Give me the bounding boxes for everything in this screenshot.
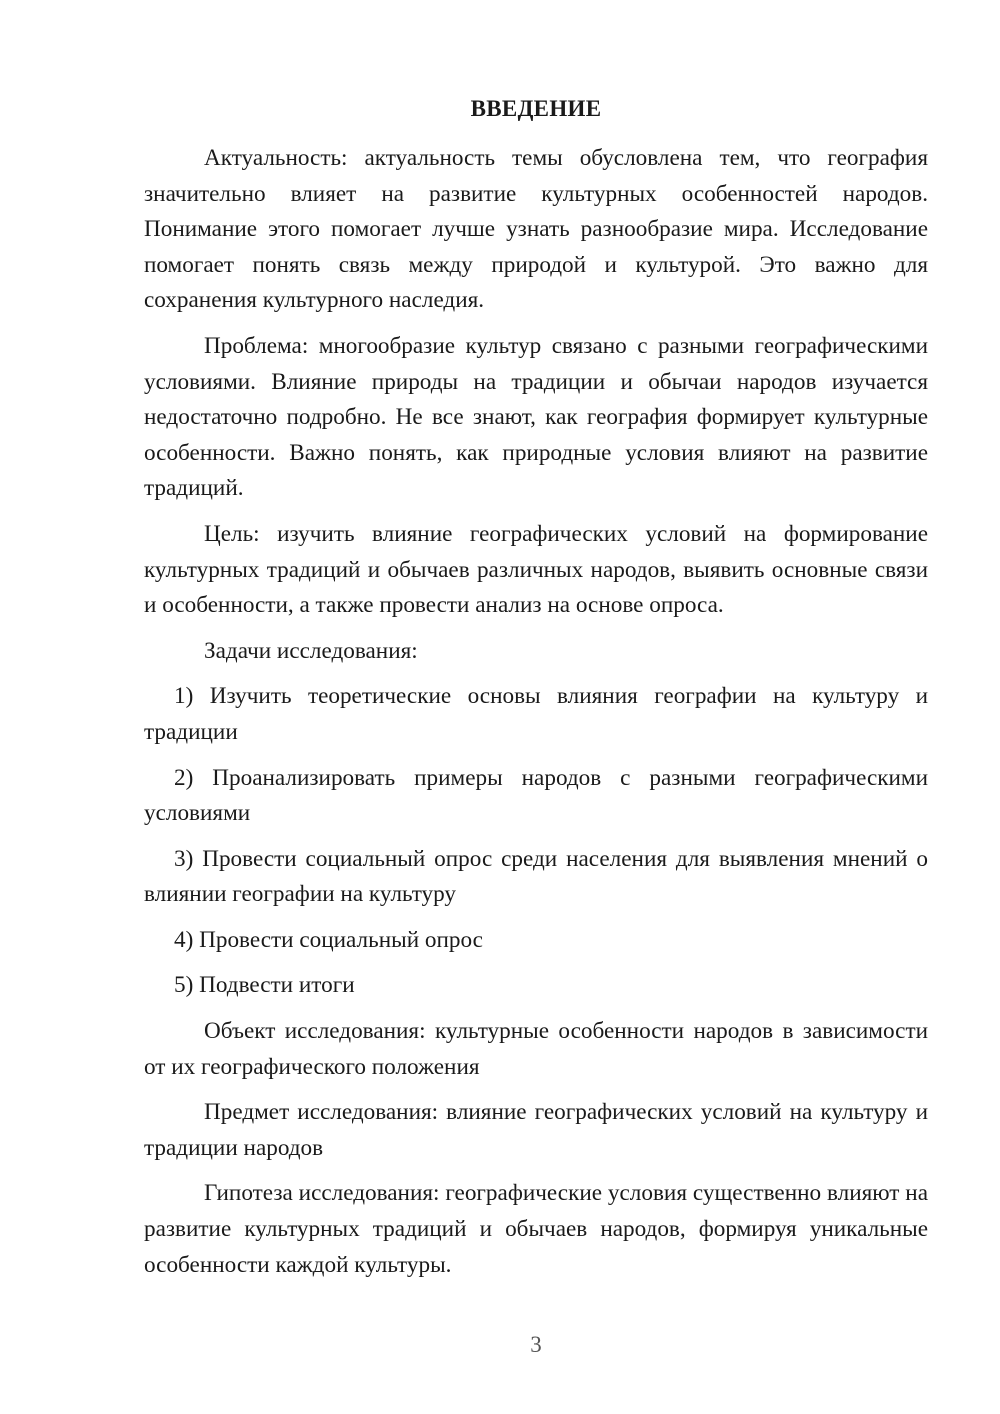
section-title: ВВЕДЕНИЕ	[470, 96, 602, 121]
task-item-4: 4) Провести социальный опрос	[174, 926, 483, 953]
paragraph-problem: Проблема: многообразие культур связано с разными географическими условиями. Влияние природы на традиции и обычаи народов изучается недостаточно подробно. Не все знают, как география формирует культурные особенности. Важно понять, как природные условия влияют на развитие традиций.	[144, 332, 928, 502]
paragraph-tasks-heading: Задачи исследования:	[204, 637, 418, 664]
task-item-1: 1) Изучить теоретические основы влияния географии на культуру и традиции	[144, 683, 928, 745]
task-item-5: 5) Подвести итоги	[174, 972, 355, 999]
paragraph-goal: Цель: изучить влияние географических условий на формирование культурных традиций и обычаев различных народов, выявить основные связи и особенности, а также провести анализ на основе опроса.	[144, 520, 928, 619]
body-text	[144, 141, 928, 1293]
paragraph-hypothesis: Гипотеза исследования: географические условия существенно влияют на развитие культурных традиций и обычаев народов, формируя уникальные особенности каждой культуры.	[144, 1180, 928, 1278]
task-item-3: 3) Провести социальный опрос среди населения для выявления мнений о влиянии географии на культуру	[144, 845, 928, 908]
paragraph-subject: Предмет исследования: влияние географических условий на культуру и традиции народов	[144, 1099, 928, 1161]
task-item-2: 2) Проанализировать примеры народов с разными географическими условиями	[144, 764, 928, 827]
paragraph-relevance: Актуальность: актуальность темы обусловлена тем, что география значительно влияет на развитие культурных особенностей народов. Понимание этого помогает лучше узнать разнообразие мира. Исследование помогает понять связь между природой и культурой. Это важно для сохранения культурного наследия.	[144, 145, 928, 314]
page-number: 3	[530, 1332, 542, 1357]
paragraph-object: Объект исследования: культурные особенности народов в зависимости от их географического положения	[144, 1018, 928, 1080]
